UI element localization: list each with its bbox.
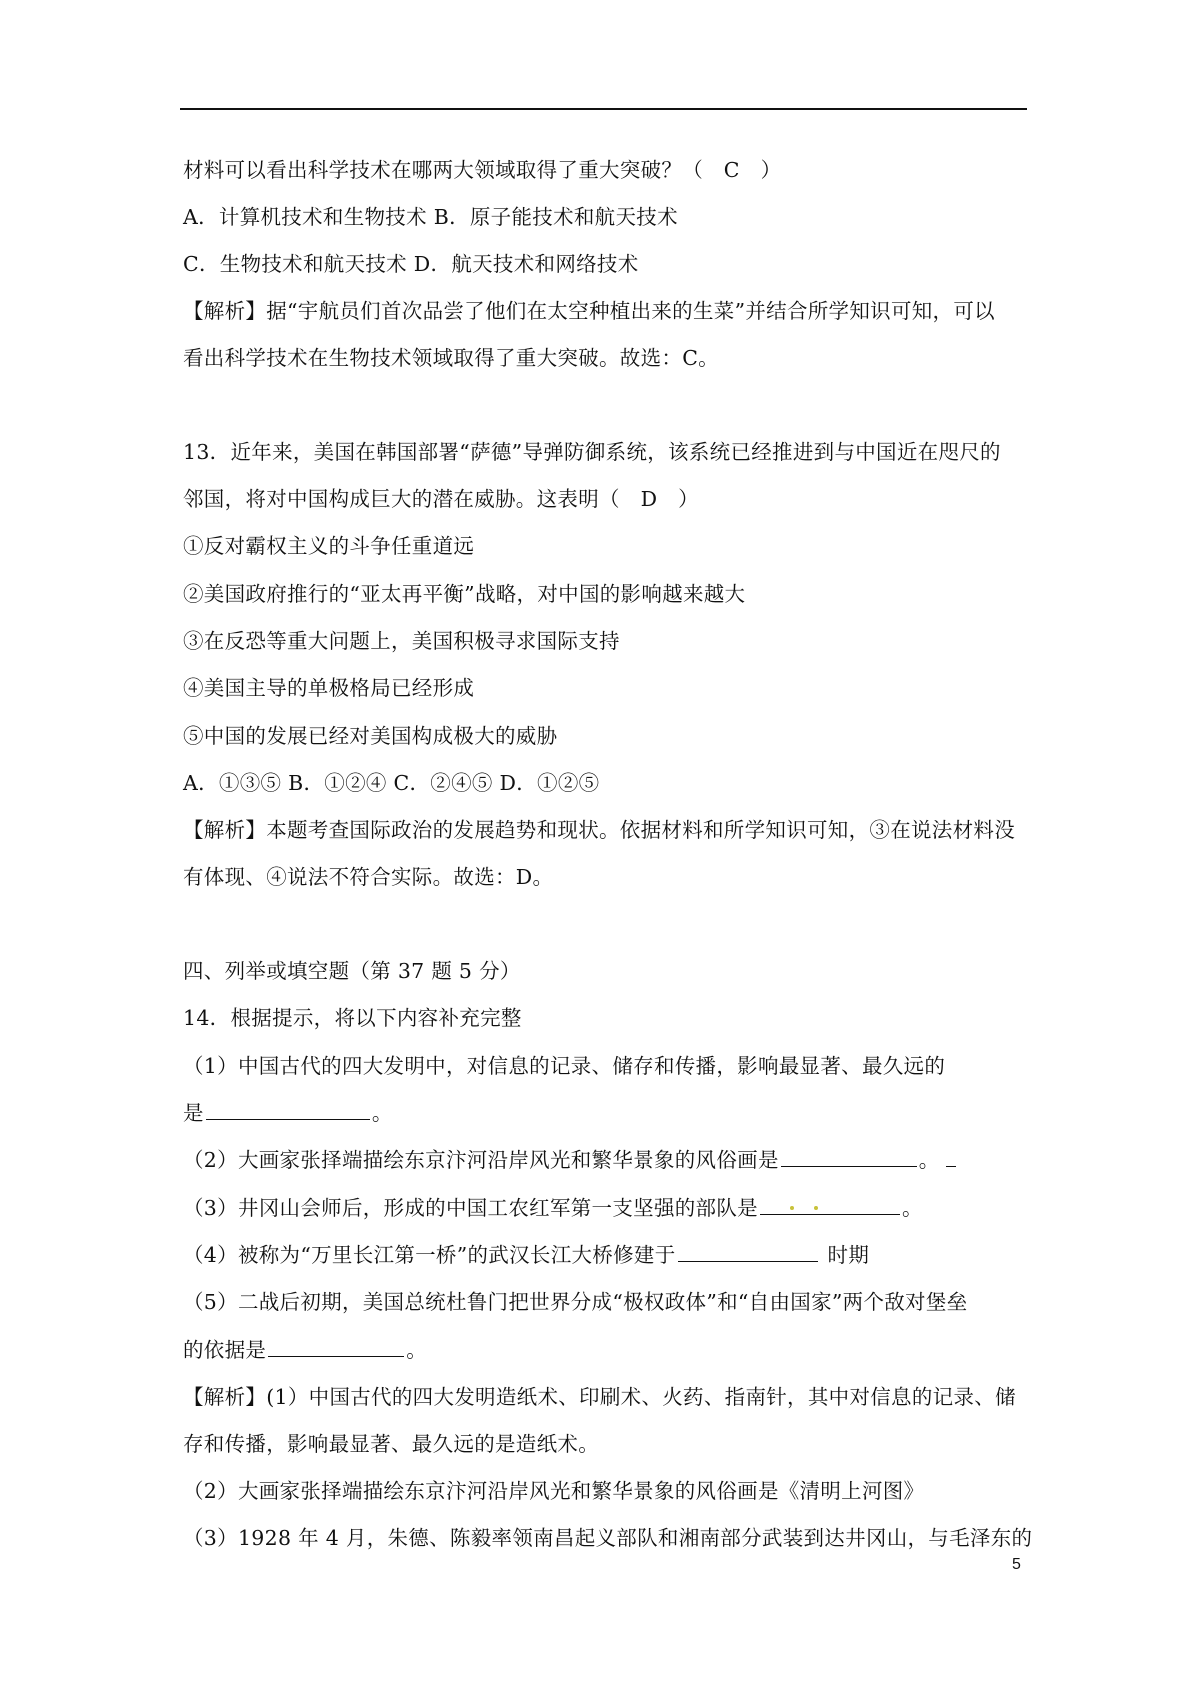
item-1-suffix: 。 — [371, 1101, 393, 1125]
question-14-item-5-line-1: （5）二战后初期，美国总统杜鲁门把世界分成“极权政体”和“自由国家”两个敌对堡垒 — [183, 1290, 968, 1314]
answer-blank-5[interactable] — [268, 1336, 404, 1357]
question-14-item-5-line-2 — [183, 1336, 427, 1364]
page-number: 5 — [1012, 1556, 1021, 1573]
question-12-stem-end: 材料可以看出科学技术在哪两大领域取得了重大突破？（ C ） — [183, 158, 782, 182]
question-13-statement-1: ①反对霸权主义的斗争任重道远 — [183, 534, 475, 558]
question-13-statement-4: ④美国主导的单极格局已经形成 — [183, 676, 475, 700]
item-4-suffix: 时期 — [827, 1243, 870, 1267]
question-13-stem-line-1: 13．近年来，美国在韩国部署“萨德”导弹防御系统，该系统已经推进到与中国近在咫尺的 — [183, 440, 1001, 464]
question-14-stem: 14．根据提示，将以下内容补充完整 — [183, 1006, 522, 1030]
question-14-item-1-line-1: （1）中国古代的四大发明中，对信息的记录、储存和传播，影响最显著、最久远的 — [183, 1054, 946, 1078]
question-13-stem-line-2: 邻国，将对中国构成巨大的潜在威胁。这表明（ D ） — [183, 487, 699, 511]
question-14-analysis-line-4: （3）1928 年 4 月，朱德、陈毅率领南昌起义部队和湘南部分武装到达井冈山，与毛泽东的 — [183, 1526, 1033, 1550]
question-14-item-2 — [183, 1146, 958, 1174]
item-2-prefix: （2）大画家张择端描绘东京汴河沿岸风光和繁华景象的风俗画是 — [183, 1148, 779, 1172]
item-3-suffix: 。 — [901, 1196, 923, 1220]
answer-blank-2[interactable] — [781, 1146, 917, 1167]
question-13-options: A．①③⑤ B．①②④ C．②④⑤ D．①②⑤ — [183, 771, 600, 795]
question-13-analysis-line-1: 【解析】本题考查国际政治的发展趋势和现状。依据材料和所学知识可知，③在说法材料没 — [183, 818, 1015, 842]
question-14-item-3 — [183, 1194, 923, 1222]
item-5-prefix: 的依据是 — [183, 1338, 267, 1362]
item-2-suffix: 。 — [918, 1148, 940, 1172]
question-14-item-4 — [183, 1241, 869, 1269]
answer-blank-3[interactable] — [760, 1194, 900, 1215]
question-12-options-ab: A．计算机技术和生物技术 B．原子能技术和航天技术 — [183, 205, 678, 229]
question-14-analysis-line-3: （2）大画家张择端描绘东京汴河沿岸风光和繁华景象的风俗画是《清明上河图》 — [183, 1479, 925, 1503]
item-4-prefix: （4）被称为“万里长江第一桥”的武汉长江大桥修建于 — [183, 1243, 676, 1267]
question-12-analysis-line-2: 看出科学技术在生物技术领域取得了重大突破。故选：C。 — [183, 346, 719, 370]
item-3-prefix: （3）井冈山会师后，形成的中国工农红军第一支坚强的部队是 — [183, 1196, 758, 1220]
question-13-analysis-line-2: 有体现、④说法不符合实际。故选：D。 — [183, 865, 554, 889]
question-13-statement-3: ③在反恐等重大问题上，美国积极寻求国际支持 — [183, 629, 620, 653]
section-four-heading: 四、列举或填空题（第 37 题 5 分） — [183, 959, 521, 983]
stray-underline-mark — [946, 1146, 956, 1167]
item-5-suffix: 。 — [406, 1338, 428, 1362]
answer-blank-4[interactable] — [678, 1241, 818, 1262]
item-1-prefix: 是 — [183, 1101, 204, 1125]
question-13-statement-2: ②美国政府推行的“亚太再平衡”战略，对中国的影响越来越大 — [183, 582, 746, 606]
question-14-item-1-line-2 — [183, 1099, 393, 1127]
question-14-analysis-line-2: 存和传播，影响最显著、最久远的是造纸术。 — [183, 1432, 599, 1456]
question-13-statement-5: ⑤中国的发展已经对美国构成极大的威胁 — [183, 724, 558, 748]
question-14-analysis-line-1: 【解析】(1）中国古代的四大发明造纸术、印刷术、火药、指南针，其中对信息的记录、储 — [183, 1385, 1016, 1409]
question-12-options-cd: C．生物技术和航天技术 D．航天技术和网络技术 — [183, 252, 639, 276]
header-rule — [180, 108, 1027, 110]
answer-blank-1[interactable] — [206, 1099, 370, 1120]
question-12-analysis-line-1: 【解析】据“宇航员们首次品尝了他们在太空种植出来的生菜”并结合所学知识可知，可以 — [183, 299, 995, 323]
